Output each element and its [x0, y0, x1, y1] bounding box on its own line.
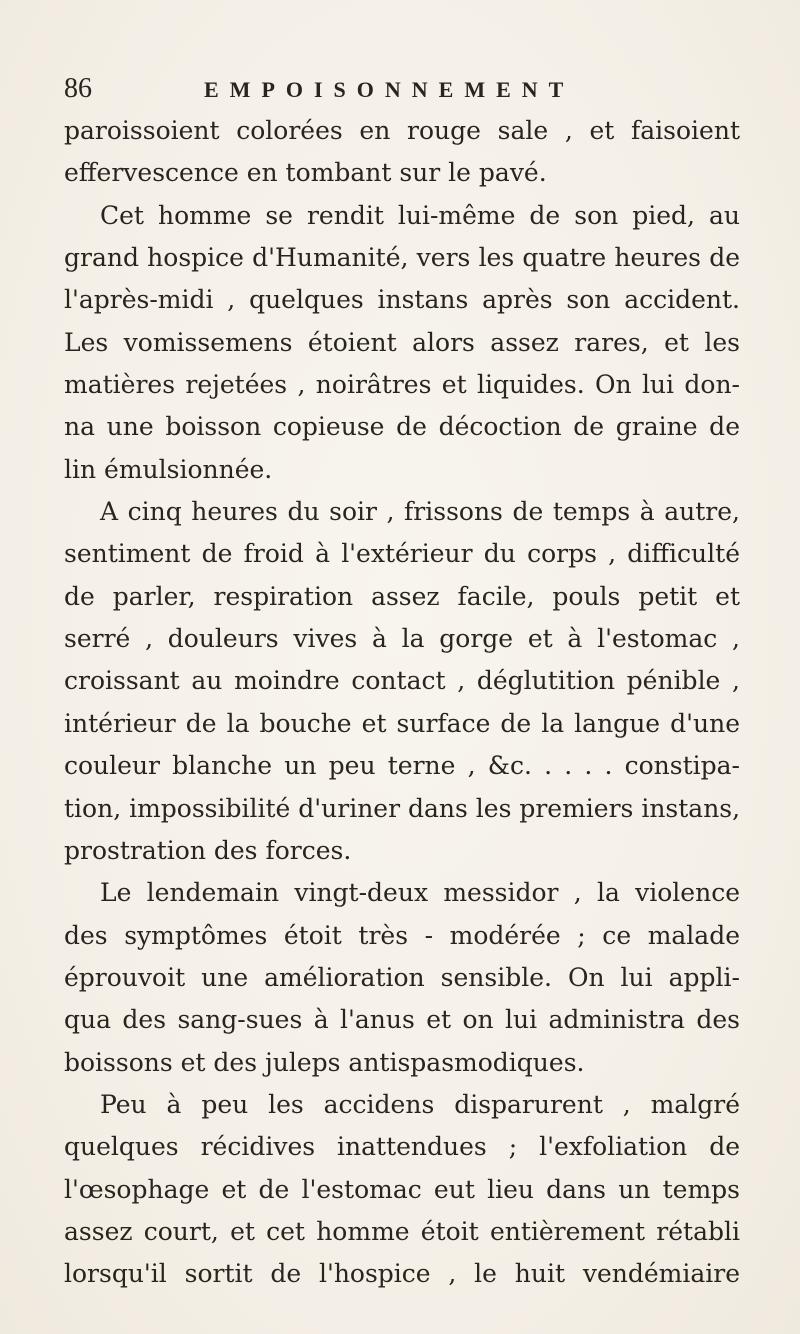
page-header [64, 74, 774, 106]
text-line: serré , douleurs vives à la gorge et à l'estomac , [64, 624, 740, 654]
text-line: assez court, et cet homme étoit entièrement rétabli [64, 1216, 740, 1246]
body-text [64, 110, 740, 1296]
text-line: boissons et des juleps antispasmodiques. [64, 1047, 585, 1077]
text-line: tion, impossibilité d'uriner dans les premiers instans, [64, 793, 741, 823]
text-line: éprouvoit une amélioration sensible. On lui appli- [64, 962, 740, 992]
paragraph-start-line: Peu à peu les accidens disparurent , malgré [100, 1089, 740, 1119]
text-line: lorsqu'il sortit de l'hospice , le huit vendémiaire [64, 1259, 740, 1289]
paragraph-start-line: Cet homme se rendit lui-même de son pied, au [100, 200, 740, 230]
paragraph-start-line: Le lendemain vingt-deux messidor , la violence [100, 878, 740, 908]
text-line: l'après-midi , quelques instans après son accident. [64, 285, 740, 315]
text-line: croissant au moindre contact , déglutition pénible , [64, 666, 740, 696]
text-line: intérieur de la bouche et surface de la langue d'une [64, 708, 740, 738]
running-head: EMPOISONNEMENT [204, 77, 575, 102]
text-line: lin émulsionnée. [64, 454, 273, 484]
text-line: Les vomissemens étoient alors assez rares, et les [64, 327, 740, 357]
text-line: prostration des forces. [64, 835, 352, 865]
text-line: qua des sang-sues à l'anus et on lui administra des [64, 1005, 740, 1035]
text-line: na une boisson copieuse de décoction de graine de [64, 412, 740, 442]
text-line: effervescence en tombant sur le pavé. [64, 158, 547, 188]
text-line: matières rejetées , noirâtres et liquides. On lui don- [64, 370, 740, 400]
page-number: 86 [64, 73, 92, 104]
text-line: grand hospice d'Humanité, vers les quatre heures de [64, 243, 740, 273]
text-line: quelques récidives inattendues ; l'exfoliation de [64, 1132, 740, 1162]
text-line: couleur blanche un peu terne , &c. . . . . constipa- [64, 751, 740, 781]
paragraph-start-line: A cinq heures du soir , frissons de temps à autre, [100, 497, 740, 527]
text-line: de parler, respiration assez facile, pouls petit et [64, 581, 740, 611]
text-line: des symptômes étoit très - modérée ; ce malade [64, 920, 740, 950]
text-line: paroissoient colorées en rouge sale , et faisoient [64, 116, 740, 145]
text-line: l'œsophage et de l'estomac eut lieu dans un temps [64, 1174, 740, 1204]
text-line: sentiment de froid à l'extérieur du corps , difficulté [64, 539, 740, 569]
